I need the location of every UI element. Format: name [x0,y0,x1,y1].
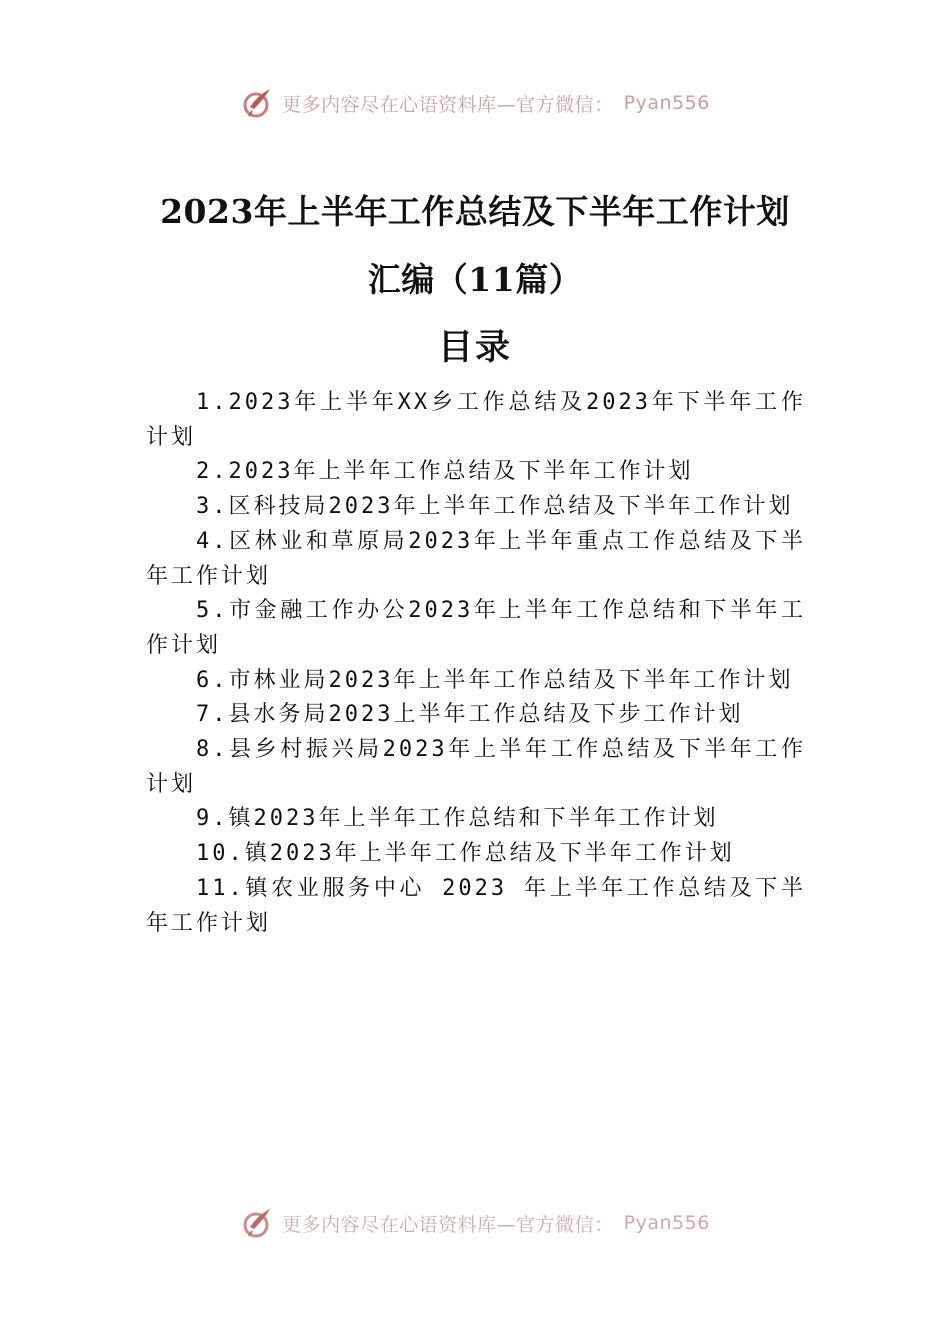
toc-item-11[interactable]: 11.镇农业服务中心 2023 年上半年工作总结及下半年工作计划 [146,875,806,936]
watermark-wechat-id: Pyan556 [623,92,710,114]
toc-item-10[interactable]: 10.镇2023年上半年工作总结及下半年工作计划 [196,841,735,867]
toc-item-5[interactable]: 5.市金融工作办公2023年上半年工作总结和下半年工作计划 [146,598,806,658]
toc-item-2[interactable]: 2.2023年上半年工作总结及下半年工作计划 [196,459,694,485]
header-watermark [0,83,950,123]
table-of-contents [146,386,806,941]
toc-item-3[interactable]: 3.区科技局2023年上半年工作总结及下半年工作计划 [196,494,794,520]
quill-logo-icon [240,85,276,121]
toc-item-8[interactable]: 8.县乡村振兴局2023年上半年工作总结及下半年工作计划 [146,737,806,797]
toc-item-6[interactable]: 6.市林业局2023年上半年工作总结及下半年工作计划 [196,667,794,693]
footer-watermark [0,1203,950,1243]
toc-item-9[interactable]: 9.镇2023年上半年工作总结和下半年工作计划 [196,806,719,832]
toc-item-1[interactable]: 1.2023年上半年XX乡工作总结及2023年下半年工作计划 [146,390,806,450]
watermark-wechat-id: Pyan556 [623,1212,710,1234]
watermark-text: 更多内容尽在心语资料库—官方微信： [282,1213,614,1236]
quill-logo-icon [240,1205,276,1241]
watermark-text: 更多内容尽在心语资料库—官方微信： [282,93,614,116]
document-subtitle: 汇编（11篇） [367,260,583,299]
toc-heading: 目录 [437,327,512,368]
toc-item-4[interactable]: 4.区林业和草原局2023年上半年重点工作总结及下半年工作计划 [146,528,806,589]
document-title: 2023年上半年工作总结及下半年工作计划 [160,192,790,231]
toc-item-7[interactable]: 7.县水务局2023上半年工作总结及下步工作计划 [196,702,744,728]
